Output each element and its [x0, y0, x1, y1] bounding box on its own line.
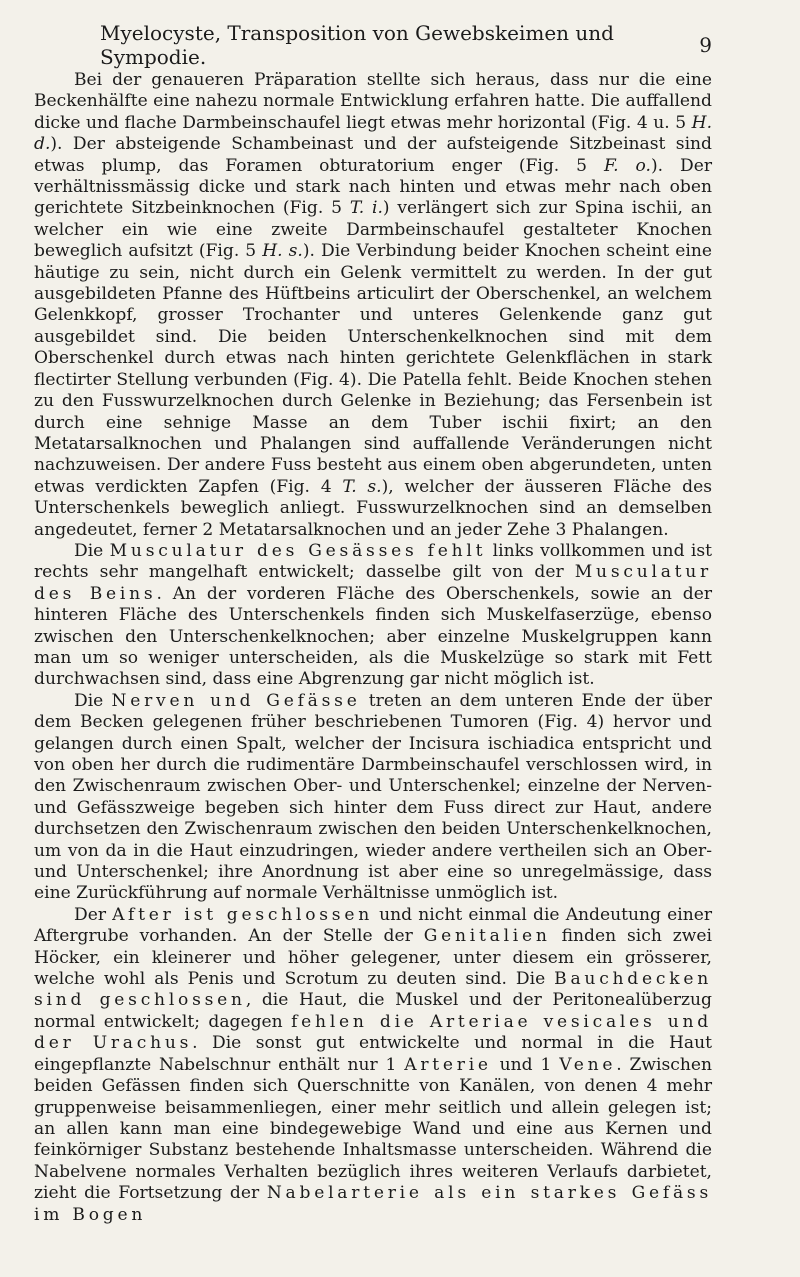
body-text — [34, 70, 712, 1226]
spaced-emphasis: Bauchdecken sind geschlossen — [34, 969, 712, 1011]
spaced-emphasis: Musculatur des Beins — [34, 562, 712, 604]
text-run: links vollkommen und ist rechts sehr mangelhaft entwickelt; dasselbe gilt von der — [34, 540, 712, 583]
text-run: ). Der absteigende Schambeinast und der aufsteigende Sitzbeinast sind etwas plump, das Foramen obturatorium enger (Fig. 5 — [34, 134, 712, 176]
page-number: 9 — [699, 33, 712, 57]
text-run: Die — [74, 540, 110, 561]
text-run: Die — [74, 690, 112, 711]
spaced-emphasis: Musculatur des Gesässes fehlt — [109, 540, 487, 561]
figure-label: H. s. — [262, 241, 303, 262]
paragraph-nerves-vessels — [34, 691, 712, 905]
text-run: ), welcher der äusseren Fläche des Unterschenkels beweglich anliegt. Fusswurzelknochen sind an demselben angedeutet, ferner 2 Metatarsalknochen und an jeder Zehe 3 Phalangen. — [34, 476, 712, 540]
figure-label: F. o. — [603, 155, 651, 176]
figure-label: H. d. — [34, 112, 712, 155]
paragraph-pelvis-skeleton — [34, 70, 712, 541]
text-run: und 1 — [491, 1054, 560, 1075]
text-run: ) verlängert sich zur Spina ischii, an welcher ein wie eine zweite Darmbeinschaufel gestalteter Knochen beweglich aufsitzt (Fig. 5 — [34, 198, 713, 262]
figure-label: T. s. — [342, 476, 382, 497]
page-header — [34, 21, 712, 69]
paragraph-anus-genitalia — [34, 905, 712, 1226]
text-run: Der — [74, 904, 113, 925]
spaced-emphasis: Vene — [559, 1054, 617, 1075]
spaced-emphasis: After ist geschlossen — [112, 904, 373, 925]
text-run: ). Die Verbindung beider Knochen scheint eine häutige zu sein, nicht durch ein Gelenk vermittelt zu werden. In der gut ausgebildeten Pfanne des Hüftbeins articulirt der Oberschenkel, an welchem Gelenkkopf, grosser Trochanter und unteres Gelenkende ganz gut ausgebildet sind. Die beiden Unterschenkelknochen sind mit dem Oberschenkel durch etwas nach hinten gerichtete Gelenkflächen in stark flectirter Stellung verbunden (Fig. 4). Die Patella fehlt. Beide Knochen stehen zu den Fusswurzelknochen durch Gelenke in Beziehung; das Fersenbein ist durch eine sehnige Masse an dem Tuber ischii fixirt; an den Metatarsalknochen und Phalangen sind auffallende Veränderungen nicht nachzuweisen. Der andere Fuss besteht aus einem oben abgerundeten, unten etwas verdickten Zapfen (Fig. 4 — [34, 241, 713, 497]
spaced-emphasis: Arterie — [404, 1054, 492, 1075]
text-run: und nicht einmal die Andeutung einer Aftergrube vorhanden. An der Stelle der — [34, 904, 712, 947]
text-run: finden sich zwei Höcker, ein kleinerer und höher gelegener, unter diesem ein grösserer, welche wohl als Penis und Scrotum zu deuten sind. Die — [34, 926, 712, 990]
text-run: ). Der verhältnissmässig dicke und stark nach hinten und etwas mehr nach oben gerichtete Sitzbeinknochen (Fig. 5 — [34, 155, 712, 219]
text-run: . Die sonst gut entwickelte und normal in die Haut eingepflanzte Nabelschnur enthält nur 1 — [34, 1033, 712, 1075]
paragraph-musculature — [34, 541, 712, 691]
text-run: Bei der genaueren Präparation stellte sich heraus, dass nur die eine Beckenhälfte eine nahezu normale Entwicklung erfahren hatte. Die auffallend dicke und flache Darmbeinschaufel liegt etwas mehr horizontal (Fig. 4 u. 5 — [34, 70, 712, 133]
figure-label: T. i. — [349, 198, 383, 219]
spaced-emphasis: Genitalien — [423, 926, 551, 947]
text-run: treten an dem unteren Ende der über dem Becken gelegenen früher beschriebenen Tumoren (Fig. 4) hervor und gelangen durch einen Spalt, welcher der Incisura ischiadica entspricht und von oben her durch die rudimentäre Darmbeinschaufel verschlossen wird, in den Zwischenraum zwischen Ober- und Unterschenkel; einzelne der Nerven- und Gefässzweige begeben sich hinter dem Fuss direct zur Haut, andere durchsetzen den Zwischenraum zwischen den beiden Unterschenkelknochen, um von da in die Haut einzudringen, wieder andere vertheilen sich an Ober- und Unterschenkel; ihre Anordnung ist aber eine so unregelmässige, dass eine Zurückführung auf normale Verhältnisse unmöglich ist. — [34, 690, 712, 904]
text-run: . An der vorderen Fläche des Oberschenkels, sowie an der hinteren Fläche des Unterschenkels finden sich Muskelfaserzüge, ebenso zwischen den Unterschenkelknochen; aber einzelne Muskelgruppen kann man um so weniger unterscheiden, als die Muskelzüge so stark mit Fett durchwachsen sind, dass eine Abgrenzung gar nicht möglich ist. — [34, 583, 712, 690]
spaced-emphasis: fehlen die Arteriae vesicales und der Urachus — [34, 1011, 712, 1054]
running-head: Myelocyste, Transposition von Gewebskeimen und Sympodie. — [100, 21, 614, 69]
spaced-emphasis: Nabelarterie als ein starkes Gefäss im Bogen — [34, 1183, 712, 1225]
text-run: . Zwischen beiden Gefässen finden sich Querschnitte von Kanälen, von denen 4 mehr gruppenweise beisammenliegen, einer mehr seitlich und allein gelegen ist; an allen kann man eine bindegewebige Wand und eine aus Kernen und feinkörniger Substanz bestehende Inhaltsmasse unterscheiden. Während die Nabelvene normales Verhalten bezüglich ihres weiteren Verlaufs darbietet, zieht die Fortsetzung der — [34, 1054, 712, 1204]
spaced-emphasis: Nerven und Gefässe — [111, 690, 361, 711]
text-run: , die Haut, die Muskel und der Peritonealüberzug normal entwickelt; dagegen — [34, 990, 712, 1032]
